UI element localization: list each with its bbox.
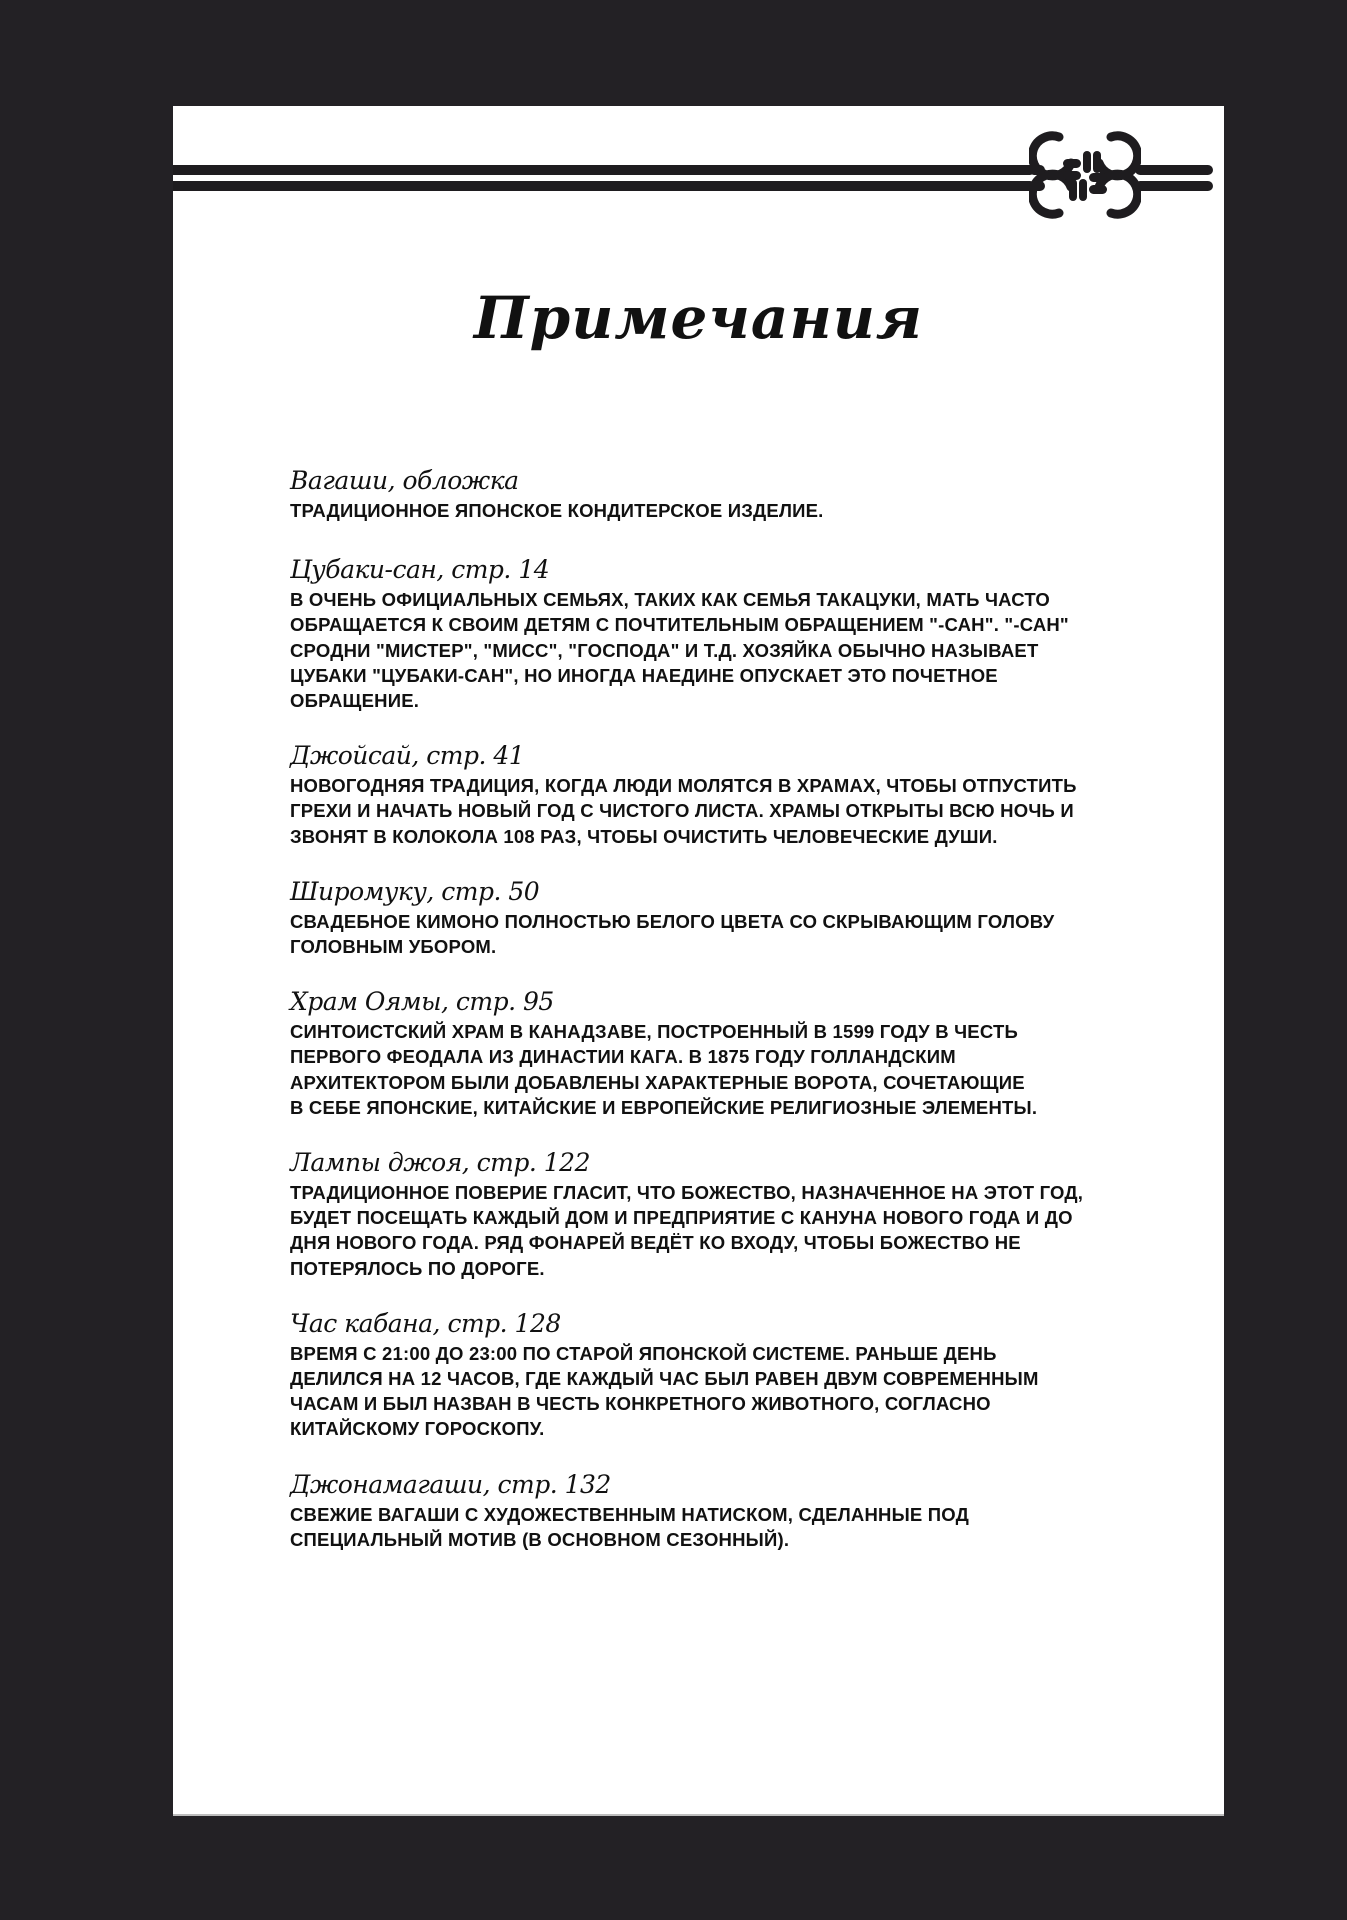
note-body-line: ОБРАЩЕНИЕ.: [290, 690, 420, 712]
note-body-line: СПЕЦИАЛЬНЫЙ МОТИВ (В ОСНОВНОМ СЕЗОННЫЙ).: [290, 1528, 790, 1550]
note-item: [290, 464, 1170, 523]
note-heading: Лампы джоя, стр. 122: [290, 1148, 590, 1178]
note-body: [290, 498, 1170, 523]
note-heading: Широмуку, стр. 50: [290, 876, 540, 906]
note-body: [290, 587, 1170, 713]
note-body-line: ВРЕМЯ С 21:00 ДО 23:00 ПО СТАРОЙ ЯПОНСКОЙ СИСТЕМЕ. РАНЬШЕ ДЕНЬ: [290, 1342, 997, 1364]
note-item: [290, 739, 1170, 849]
note-body-line: ПОТЕРЯЛОСЬ ПО ДОРОГЕ.: [290, 1257, 545, 1279]
note-body: [290, 1341, 1170, 1442]
note-item: [290, 985, 1170, 1120]
note-body: [290, 773, 1170, 849]
note-heading: Джонамагаши, стр. 132: [290, 1469, 611, 1499]
note-body-line: ЧАСАМ И БЫЛ НАЗВАН В ЧЕСТЬ КОНКРЕТНОГО ЖИВОТНОГО, СОГЛАСНО: [290, 1393, 991, 1415]
note-body-line: НОВОГОДНЯЯ ТРАДИЦИЯ, КОГДА ЛЮДИ МОЛЯТСЯ В ХРАМАХ, ЧТОБЫ ОТПУСТИТЬ: [290, 775, 1077, 797]
note-body-line: КИТАЙСКОМУ ГОРОСКОПУ.: [290, 1418, 545, 1440]
note-body-line: СВЕЖИЕ ВАГАШИ С ХУДОЖЕСТВЕННЫМ НАТИСКОМ, СДЕЛАННЫЕ ПОД: [290, 1503, 969, 1525]
header-rule-bottom-right: [1135, 181, 1213, 191]
notes-page: [173, 106, 1224, 1814]
note-body: [290, 909, 1170, 959]
note-body: [290, 1019, 1170, 1120]
note-item: [290, 1468, 1170, 1552]
note-body-line: ПЕРВОГО ФЕОДАЛА ИЗ ДИНАСТИИ КАГА. В 1875 ГОДУ ГОЛЛАНДСКИМ: [290, 1046, 956, 1068]
note-body-line: В ОЧЕНЬ ОФИЦИАЛЬНЫХ СЕМЬЯХ, ТАКИХ КАК СЕМЬЯ ТАКАЦУКИ, МАТЬ ЧАСТО: [290, 589, 1050, 611]
note-body-line: ЦУБАКИ "ЦУБАКИ-САН", НО ИНОГДА НАЕДИНЕ ОПУСКАЕТ ЭТО ПОЧЕТНОЕ: [290, 664, 998, 686]
note-body: [290, 1180, 1170, 1281]
note-body-line: В СЕБЕ ЯПОНСКИЕ, КИТАЙСКИЕ И ЕВРОПЕЙСКИЕ РЕЛИГИОЗНЫЕ ЭЛЕМЕНТЫ.: [290, 1096, 1038, 1118]
note-body-line: АРХИТЕКТОРОМ БЫЛИ ДОБАВЛЕНЫ ХАРАКТЕРНЫЕ ВОРОТА, СОЧЕТАЮЩИЕ: [290, 1071, 1025, 1093]
note-body-line: БУДЕТ ПОСЕЩАТЬ КАЖДЫЙ ДОМ И ПРЕДПРИЯТИЕ С КАНУНА НОВОГО ГОДА И ДО: [290, 1207, 1073, 1229]
note-heading: Джойсай, стр. 41: [290, 741, 525, 771]
header-rule-top-right: [1135, 165, 1213, 175]
note-body-line: СВАДЕБНОЕ КИМОНО ПОЛНОСТЬЮ БЕЛОГО ЦВЕТА СО СКРЫВАЮЩИМ ГОЛОВУ: [290, 910, 1055, 932]
page-title: Примечания: [473, 284, 924, 352]
note-heading: Вагаши, обложка: [290, 466, 519, 495]
note-item: [290, 553, 1170, 713]
note-body-line: ОБРАЩАЕТСЯ К СВОИМ ДЕТЯМ С ПОЧТИТЕЛЬНЫМ ОБРАЩЕНИЕМ "-САН". "-САН": [290, 614, 1069, 636]
note-body-line: СИНТОИСТСКИЙ ХРАМ В КАНАДЗАВЕ, ПОСТРОЕННЫЙ В 1599 ГОДУ В ЧЕСТЬ: [290, 1021, 1018, 1043]
note-body-line: ДЕЛИЛСЯ НА 12 ЧАСОВ, ГДЕ КАЖДЫЙ ЧАС БЫЛ РАВЕН ДВУМ СОВРЕМЕННЫМ: [290, 1368, 1039, 1390]
note-body-line: СРОДНИ "МИСТЕР", "МИСС", "ГОСПОДА" И Т.Д. ХОЗЯЙКА ОБЫЧНО НАЗЫВАЕТ: [290, 639, 1039, 661]
note-body: [290, 1502, 1170, 1552]
note-heading: Храм Оямы, стр. 95: [290, 987, 554, 1017]
note-body-line: ДНЯ НОВОГО ГОДА. РЯД ФОНАРЕЙ ВЕДЁТ КО ВХОДУ, ЧТОБЫ БОЖЕСТВО НЕ: [290, 1232, 1021, 1254]
note-body-line: ГРЕХИ И НАЧАТЬ НОВЫЙ ГОД С ЧИСТОГО ЛИСТА. ХРАМЫ ОТКРЫТЫ ВСЮ НОЧЬ И: [290, 800, 1074, 822]
note-item: [290, 875, 1170, 959]
header-rule-top: [173, 165, 1035, 175]
knot-ornament-icon: [1029, 121, 1141, 229]
note-item: [290, 1146, 1170, 1281]
header-rule-bottom: [173, 181, 1035, 191]
note-body-line: ТРАДИЦИОННОЕ ЯПОНСКОЕ КОНДИТЕРСКОЕ ИЗДЕЛИЕ.: [290, 500, 824, 521]
notes-list: [290, 464, 1170, 1552]
note-item: [290, 1307, 1170, 1442]
note-heading: Час кабана, стр. 128: [290, 1308, 561, 1338]
note-body-line: ГОЛОВНЫМ УБОРОМ.: [290, 936, 497, 958]
note-body-line: ЗВОНЯТ В КОЛОКОЛА 108 РАЗ, ЧТОБЫ ОЧИСТИТЬ ЧЕЛОВЕЧЕСКИЕ ДУШИ.: [290, 825, 998, 847]
note-heading: Цубаки-сан, стр. 14: [290, 555, 550, 585]
note-body-line: ТРАДИЦИОННОЕ ПОВЕРИЕ ГЛАСИТ, ЧТО БОЖЕСТВО, НАЗНАЧЕННОЕ НА ЭТОТ ГОД,: [290, 1182, 1084, 1204]
